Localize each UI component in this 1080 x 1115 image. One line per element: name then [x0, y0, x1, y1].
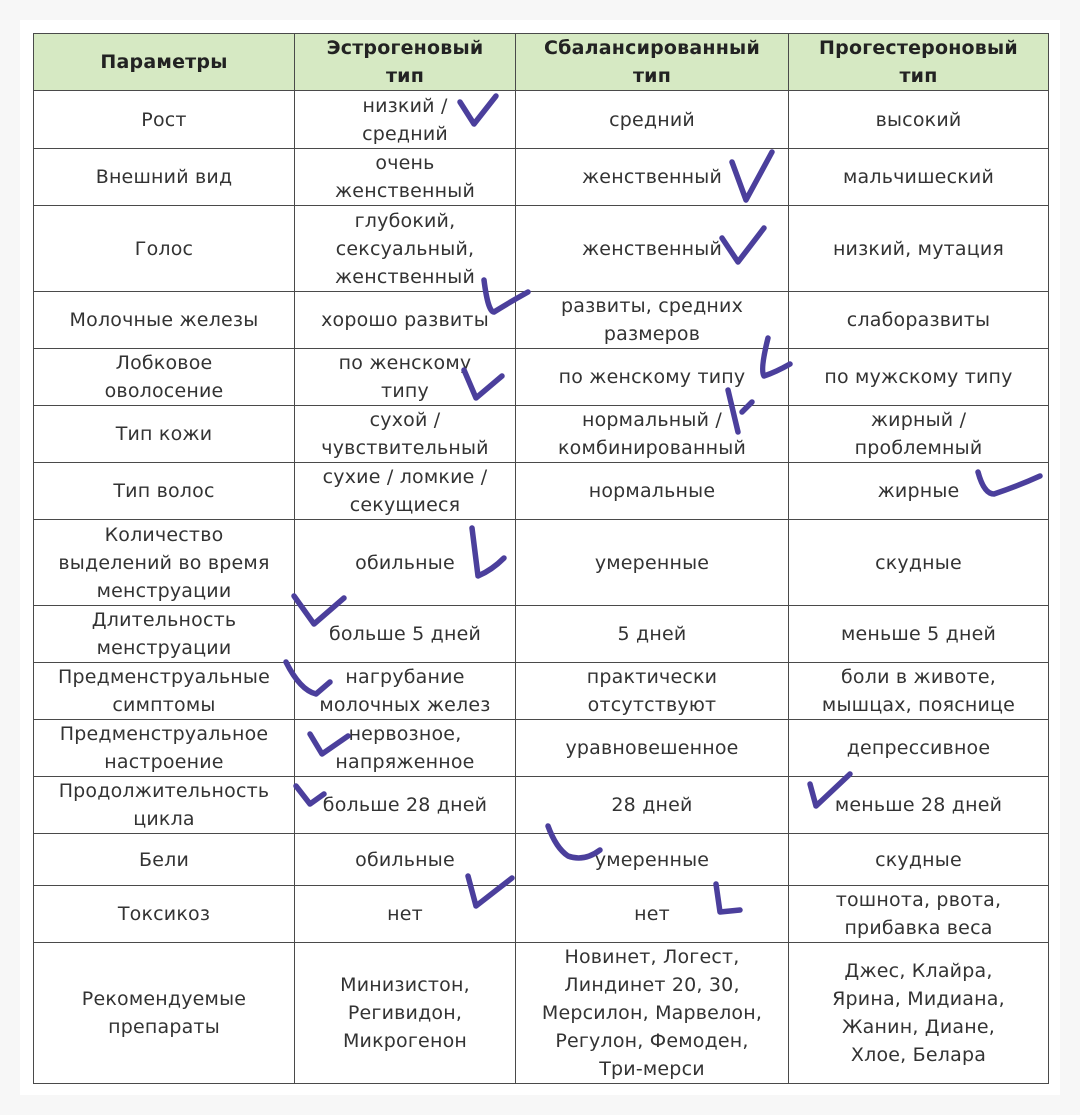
estrogen-cell: сухой / чувствительный — [295, 406, 516, 463]
balanced-cell: женственный — [516, 149, 789, 206]
progesterone-cell: депрессивное — [789, 720, 1049, 777]
table-row — [34, 406, 1049, 463]
table-row — [34, 292, 1049, 349]
row-param: Бели — [34, 834, 295, 886]
table-row — [34, 834, 1049, 886]
balanced-cell: Новинет, Логест, Линдинет 20, 30, Мерсилон, Марвелон, Регулон, Фемоден, Три-мерси — [516, 943, 789, 1084]
estrogen-cell: низкий / средний — [295, 91, 516, 149]
balanced-cell: практически отсутствуют — [516, 663, 789, 720]
estrogen-cell: сухие / ломкие / секущиеся — [295, 463, 516, 520]
progesterone-cell: Джес, Клайра, Ярина, Мидиана, Жанин, Диане, Хлое, Белара — [789, 943, 1049, 1084]
estrogen-cell: нет — [295, 886, 516, 943]
progesterone-cell: жирный / проблемный — [789, 406, 1049, 463]
table-row — [34, 520, 1049, 606]
row-param: Продолжительность цикла — [34, 777, 295, 834]
progesterone-cell: тошнота, рвота, прибавка веса — [789, 886, 1049, 943]
row-param: Молочные железы — [34, 292, 295, 349]
row-param: Голос — [34, 206, 295, 292]
row-param: Предменструальные симптомы — [34, 663, 295, 720]
progesterone-cell: жирные — [789, 463, 1049, 520]
balanced-cell: нормальный / комбинированный — [516, 406, 789, 463]
table-row — [34, 886, 1049, 943]
row-param: Токсикоз — [34, 886, 295, 943]
balanced-cell: средний — [516, 91, 789, 149]
header-estrogen-type: Эстрогеновый тип — [295, 34, 516, 91]
estrogen-cell: хорошо развиты — [295, 292, 516, 349]
progesterone-cell: скудные — [789, 834, 1049, 886]
progesterone-cell: по мужскому типу — [789, 349, 1049, 406]
row-param: Тип кожи — [34, 406, 295, 463]
table-row — [34, 149, 1049, 206]
progesterone-cell: мальчишеский — [789, 149, 1049, 206]
header-progesterone-type: Прогестероновый тип — [789, 34, 1049, 91]
estrogen-cell: обильные — [295, 520, 516, 606]
estrogen-cell: обильные — [295, 834, 516, 886]
row-param: Внешний вид — [34, 149, 295, 206]
estrogen-cell: больше 5 дней — [295, 606, 516, 663]
header-parameters: Параметры — [34, 34, 295, 91]
row-param: Количество выделений во время менструации — [34, 520, 295, 606]
balanced-cell: развиты, средних размеров — [516, 292, 789, 349]
progesterone-cell: высокий — [789, 91, 1049, 149]
table-row — [34, 720, 1049, 777]
estrogen-cell: глубокий, сексуальный, женственный — [295, 206, 516, 292]
row-param: Тип волос — [34, 463, 295, 520]
table-row — [34, 463, 1049, 520]
estrogen-cell: по женскому типу — [295, 349, 516, 406]
progesterone-cell: низкий, мутация — [789, 206, 1049, 292]
progesterone-cell: боли в животе, мышцах, пояснице — [789, 663, 1049, 720]
estrogen-cell: Минизистон, Регивидон, Микрогенон — [295, 943, 516, 1084]
hormone-type-table — [33, 33, 1049, 1084]
balanced-cell: умеренные — [516, 834, 789, 886]
estrogen-cell: нервозное, напряженное — [295, 720, 516, 777]
balanced-cell: 5 дней — [516, 606, 789, 663]
row-param: Рост — [34, 91, 295, 149]
estrogen-cell: больше 28 дней — [295, 777, 516, 834]
table-row — [34, 206, 1049, 292]
balanced-cell: 28 дней — [516, 777, 789, 834]
progesterone-cell: слаборазвиты — [789, 292, 1049, 349]
balanced-cell: по женскому типу — [516, 349, 789, 406]
progesterone-cell: меньше 28 дней — [789, 777, 1049, 834]
table-row — [34, 606, 1049, 663]
table-header-row — [34, 34, 1049, 91]
table-row — [34, 777, 1049, 834]
balanced-cell: женственный — [516, 206, 789, 292]
header-balanced-type: Сбалансированный тип — [516, 34, 789, 91]
estrogen-cell: нагрубание молочных желез — [295, 663, 516, 720]
row-param: Длительность менструации — [34, 606, 295, 663]
balanced-cell: нет — [516, 886, 789, 943]
table-row — [34, 349, 1049, 406]
table-row — [34, 943, 1049, 1084]
table-row — [34, 91, 1049, 149]
row-param: Рекомендуемые препараты — [34, 943, 295, 1084]
balanced-cell: умеренные — [516, 520, 789, 606]
balanced-cell: уравновешенное — [516, 720, 789, 777]
row-param: Лобковое оволосение — [34, 349, 295, 406]
progesterone-cell: меньше 5 дней — [789, 606, 1049, 663]
table-row — [34, 663, 1049, 720]
estrogen-cell: очень женственный — [295, 149, 516, 206]
balanced-cell: нормальные — [516, 463, 789, 520]
row-param: Предменструальное настроение — [34, 720, 295, 777]
progesterone-cell: скудные — [789, 520, 1049, 606]
